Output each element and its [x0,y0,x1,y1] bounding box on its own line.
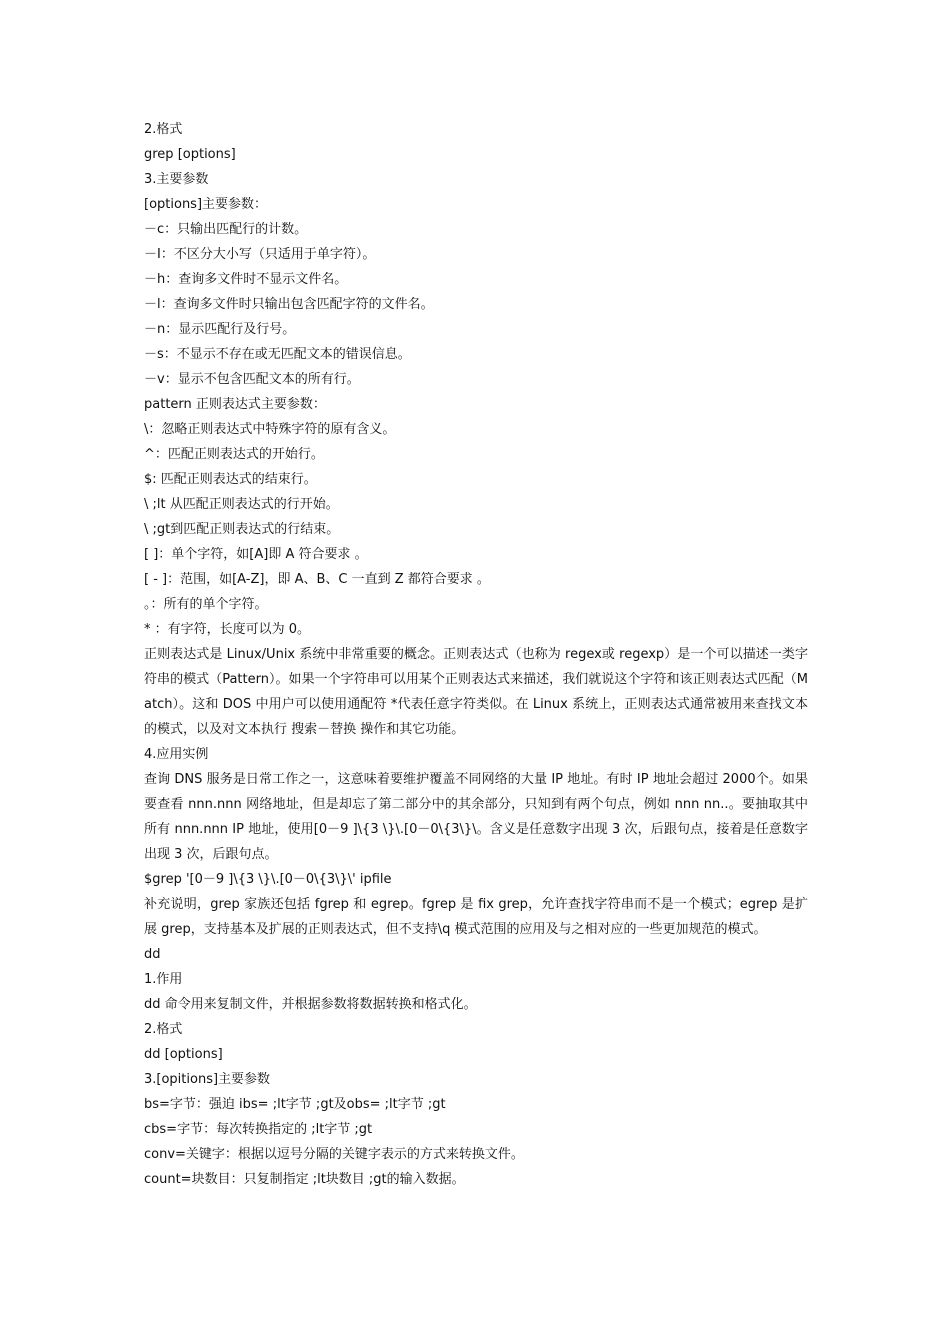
pattern-backslash: \：忽略正则表达式中特殊字符的原有含义。 [144,422,396,437]
pattern-dot: 。：所有的单个字符。 [144,597,268,612]
grep-option-h: －h：查询多文件时不显示文件名。 [144,272,348,287]
dd-purpose-text: dd 命令用来复制文件，并根据参数将数据转换和格式化。 [144,997,477,1012]
grep-option-l: －l：查询多文件时只输出包含匹配字符的文件名。 [144,297,434,312]
dd-format-syntax: dd [options] [144,1047,223,1062]
grep-option-s: －s：不显示不存在或无匹配文本的错误信息。 [144,347,411,362]
regex-paragraph: 正则表达式是 Linux/Unix 系统中非常重要的概念。正则表达式（也称为 regex或 regexp）是一个可以描述一类字符串的模式（Pattern）。如果一个字符串可以用某个正则表达式来描述，我们就说这个字符和该正则表达式匹配（Match）。这和 DOS 中用户可以使用通配符 *代表任意字符类似。在 Linux 系统上，正则表达式通常被用来查找文本的模式，以及对文本执行 搜索－替换 操作和其它功能。 [144,647,808,737]
grep-options-intro: [options]主要参数： [144,197,268,212]
grep-format-heading: 2.格式 [144,122,183,137]
grep-option-n: －n：显示匹配行及行号。 [144,322,296,337]
grep-format-syntax: grep [options] [144,147,236,162]
dd-params-heading: 3.[opitions]主要参数 [144,1072,271,1087]
dd-option-cbs: cbs=字节：每次转换指定的 ;lt字节 ;gt [144,1122,373,1137]
pattern-star: * ：有字符，长度可以为 0。 [144,622,311,637]
dd-title: dd [144,947,161,962]
example-command: $grep '[0－9 ]\{3 \}\.[0－0\{3\}\' ipfile [144,872,392,887]
dd-option-count: count=块数目：只复制指定 ;lt块数目 ;gt的输入数据。 [144,1172,465,1187]
grep-option-i: －I：不区分大小写（只适用于单字符）。 [144,247,376,262]
pattern-word-end: \ ;gt到匹配正则表达式的行结束。 [144,522,340,537]
dd-option-bs: bs=字节：强迫 ibs= ;lt字节 ;gt及obs= ;lt字节 ;gt [144,1097,446,1112]
pattern-intro: pattern 正则表达式主要参数： [144,397,326,412]
grep-option-v: －v：显示不包含匹配文本的所有行。 [144,372,360,387]
document-body [144,117,808,1192]
dd-option-conv: conv=关键字：根据以逗号分隔的关键字表示的方式来转换文件。 [144,1147,524,1162]
example-paragraph: 查询 DNS 服务是日常工作之一，这意味着要维护覆盖不同网络的大量 IP 地址。有时 IP 地址会超过 2000个。如果要查看 nnn.nnn 网络地址，但是却忘了第二部分中的其余部分，只知到有两个句点，例如 nnn nn..。要抽取其中所有 nnn.nnn IP 地址，使用[0－9 ]\{3 \}\.[0－0\{3\}\。含义是任意数字出现 3 次，后跟句点，接着是任意数字出现 3 次，后跟句点。 [144,772,808,862]
dd-format-heading: 2.格式 [144,1022,183,1037]
pattern-word-start: \ ;lt 从匹配正则表达式的行开始。 [144,497,339,512]
pattern-caret: ^：匹配正则表达式的开始行。 [144,447,324,462]
dd-purpose-heading: 1.作用 [144,972,183,987]
grep-option-c: －c：只输出匹配行的计数。 [144,222,308,237]
pattern-bracket: [ ]：单个字符，如[A]即 A 符合要求 。 [144,547,368,562]
example-heading: 4.应用实例 [144,747,209,762]
pattern-dollar: $: 匹配正则表达式的结束行。 [144,472,317,487]
note-paragraph: 补充说明，grep 家族还包括 fgrep 和 egrep。fgrep 是 fix grep，允许查找字符串而不是一个模式；egrep 是扩展 grep，支持基本及扩展的正则表达式，但不支持\q 模式范围的应用及与之相对应的一些更加规范的模式。 [144,897,808,937]
pattern-range: [ - ]：范围，如[A-Z]，即 A、B、C 一直到 Z 都符合要求 。 [144,572,490,587]
grep-params-heading: 3.主要参数 [144,172,209,187]
